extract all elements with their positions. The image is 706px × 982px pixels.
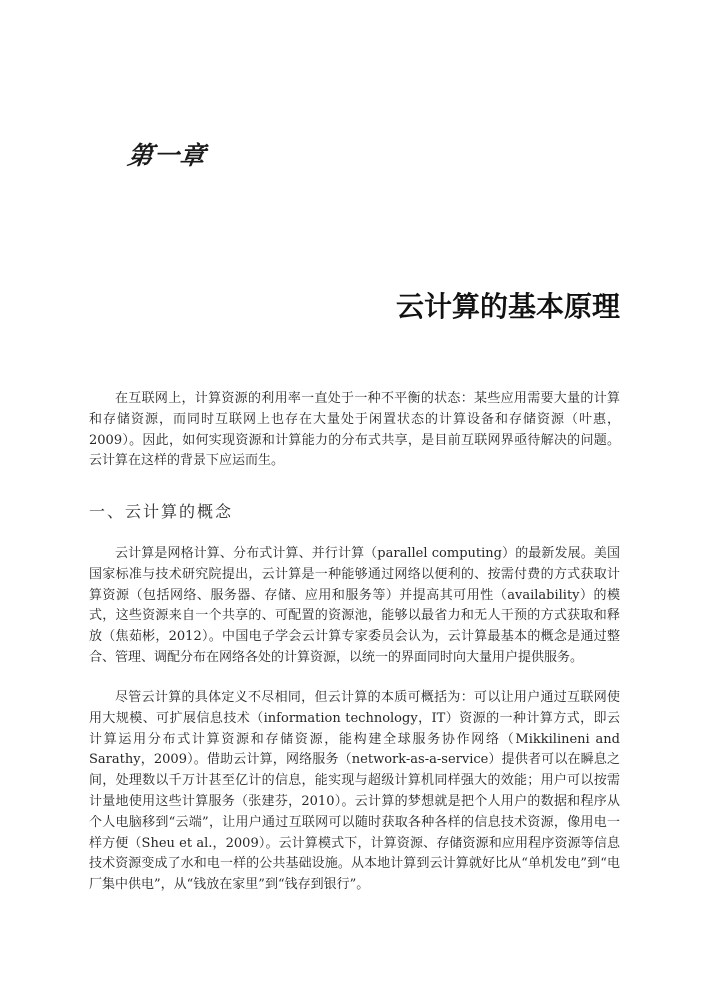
chapter-title: 云计算的基本原理 (395, 289, 620, 323)
chapter-number-label: 第一章 (125, 141, 208, 170)
section-heading-concept: 一、云计算的概念 (89, 502, 234, 521)
intro-paragraph: 在互联网上，计算资源的利用率一直处于一种不平衡的状态：某些应用需要大量的计算和存储资源，而同时互联网上也存在大量处于闲置状态的计算设备和存储资源（叶惠，2009）。因此，如何实现资源和计算能力的分布式共享，是目前互联网界亟待解决的问题。云计算在这样的背景下应运而生。 (89, 391, 620, 469)
concept-paragraph-2: 尽管云计算的具体定义不尽相同，但云计算的本质可概括为：可以让用户通过互联网使用大规模、可扩展信息技术（information technology，IT）资源的一种计算方式，即云计算运用分布式计算资源和存储资源，能构建全球服务协作网络（Mikkilineni and Sarathy，2009）。借助云计算，网络服务（network-as-a-service）提供者可以在瞬息之间，处理数以千万计甚至亿计的信息，能实现与超级计算机同样强大的效能；用户可以按需计量地使用这些计算服务（张建芬，2010）。云计算的梦想就是把个人用户的数据和程序从个人电脑移到“云端”，让用户通过互联网可以随时获取各种各样的信息技术资源，像用电一样方便（Sheu et al.，2009）。云计算模式下，计算资源、存储资源和应用程序资源等信息技术资源变成了水和电一样的公共基础设施。从本地计算到云计算就好比从“单机发电”到“电厂集中供电”，从“钱放在家里”到“钱存到银行”。 (89, 690, 620, 893)
concept-paragraph-1: 云计算是网格计算、分布式计算、并行计算（parallel computing）的最新发展。美国国家标准与技术研究院提出，云计算是一种能够通过网络以便利的、按需付费的方式获取计算资源（包括网络、服务器、存储、应用和服务等）并提高其可用性（availability）的模式，这些资源来自一个共享的、可配置的资源池，能够以最省力和无人干预的方式获取和释放（焦茹彬，2012）。中国电子学会云计算专家委员会认为，云计算最基本的概念是通过整合、管理、调配分布在网络各处的计算资源，以统一的界面同时向大量用户提供服务。 (89, 546, 620, 665)
